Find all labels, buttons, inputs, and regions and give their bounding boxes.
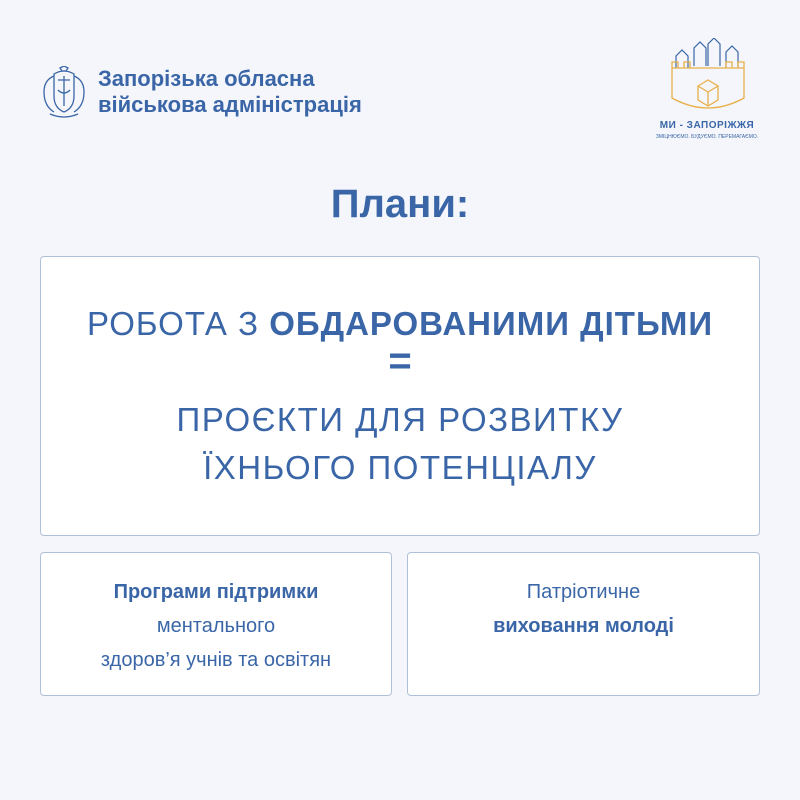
main-line-1-bold: ОБДАРОВАНИМИ ДІТЬМИ [269,305,714,342]
mental-health-line-3: здоров’я учнів та освітян [100,649,332,671]
header [40,60,760,160]
equals-sign: = [388,339,412,383]
city-buildings-logo-icon [668,38,748,118]
patriotic-line-2: виховання молоді [493,615,674,637]
coat-of-arms-icon [40,66,88,118]
patriotic-line-1: Патріотичне [526,581,641,603]
organization-name [98,66,362,118]
org-line-1: Запорізька обласна [98,66,315,91]
partner-logo-title: МИ - ЗАПОРІЖЖЯ [659,120,755,131]
main-line-2: ПРОЄКТИ ДЛЯ РОЗВИТКУ [176,401,624,438]
partner-logo [648,38,768,148]
mental-health-card [40,552,392,696]
main-card [40,256,760,536]
main-line-1-regular: РОБОТА З [86,305,270,342]
mental-health-line-1: Програми підтримки [113,581,319,603]
main-line-3: ЇХНЬОГО ПОТЕНЦІАЛУ [203,449,597,486]
mental-health-line-2: ментального [156,615,276,637]
main-line-1 [41,305,759,343]
org-line-2: військова адміністрація [98,92,362,117]
patriotic-education-card [407,552,760,696]
partner-logo-tagline: ЗМІЦНЮЄМО. БУДУЄМО. ПЕРЕМАГАЄМО. [655,134,759,140]
page-title: Плани: [330,182,470,226]
